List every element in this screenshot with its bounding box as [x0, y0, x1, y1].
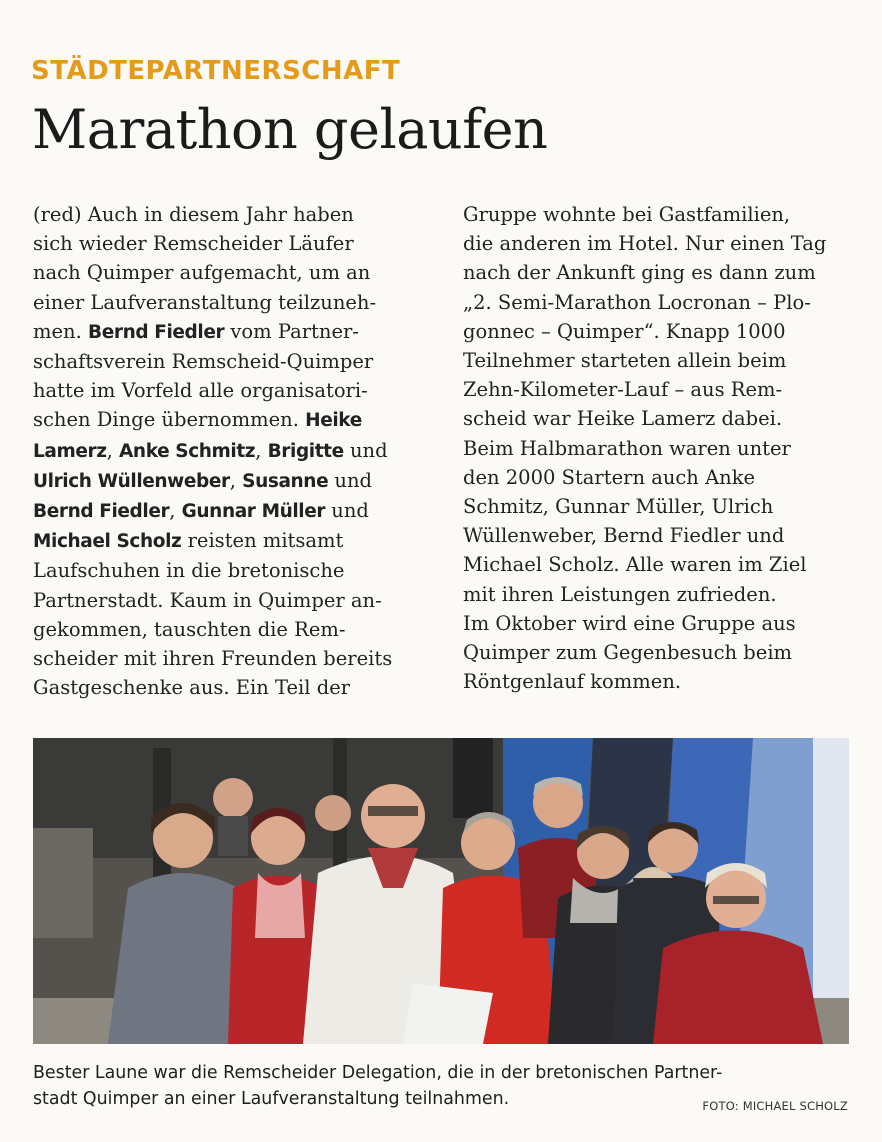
person-name: Lamerz — [33, 440, 107, 462]
caption-line: Bester Laune war die Remscheider Delegation, die in der bretonischen Partner- — [33, 1063, 723, 1083]
article-kicker: STÄDTEPARTNERSCHAFT — [31, 56, 401, 86]
article-text-line: (red) Auch in diesem Jahr haben — [33, 203, 354, 226]
person-name: Gunnar Müller — [181, 501, 326, 523]
person-name: Ulrich Wüllenweber — [33, 470, 230, 492]
article-text-line: Im Oktober wird eine Gruppe aus — [463, 611, 796, 635]
article-text-line: sich wieder Remscheider Läufer — [33, 232, 354, 256]
article-text-line: Teilnehmer starteten allein beim — [463, 349, 787, 373]
person-name: Anke Schmitz — [119, 440, 256, 462]
article-text-line: nach der Ankunft ging es dann zum — [463, 261, 816, 285]
article-text-line: Schmitz, Gunnar Müller, Ulrich — [463, 495, 774, 519]
article-text-line: den 2000 Startern auch Anke — [463, 465, 756, 489]
article-text-line: Michael Scholz reisten mitsamt — [33, 529, 344, 553]
article-text-line: Ulrich Wüllenweber, Susanne und — [33, 468, 373, 492]
article-text-line: Lamerz, Anke Schmitz, Brigitte und — [33, 438, 388, 462]
article-text-line: Beim Halbmarathon waren unter — [463, 436, 791, 460]
article-body-left-column — [33, 200, 392, 702]
article-text-line: schaftsverein Remscheid-Quimper — [33, 350, 374, 374]
article-text-line: schen Dinge übernommen. Heike — [33, 408, 362, 432]
photo-credit: FOTO: MICHAEL SCHOLZ — [702, 1099, 848, 1113]
article-text-line: Röntgenlauf kommen. — [463, 670, 682, 694]
article-text-line: die anderen im Hotel. Nur einen Tag — [463, 232, 827, 256]
article-text-line: scheid war Heike Lamerz dabei. — [463, 407, 783, 431]
article-text-line: mit ihren Leistungen zufrieden. — [463, 582, 777, 606]
article-text-line: Gruppe wohnte bei Gastfamilien, — [463, 203, 791, 226]
person-name: Heike — [305, 410, 362, 432]
person-name: Michael Scholz — [33, 531, 182, 553]
article-headline: Marathon gelaufen — [32, 98, 548, 161]
article-text-line: Partnerstadt. Kaum in Quimper an- — [33, 588, 382, 612]
article-text-line: Laufschuhen in die bretonische — [33, 559, 345, 583]
article-text-line: gekommen, tauschten die Rem- — [33, 617, 346, 641]
article-text-line: nach Quimper aufgemacht, um an — [33, 261, 371, 285]
article-text-line: Quimper zum Gegenbesuch beim — [463, 641, 793, 665]
article-text-line: Michael Scholz. Alle waren im Ziel — [463, 553, 807, 577]
article-text-line: gonnec – Quimper“. Knapp 1000 — [463, 319, 786, 343]
person-name: Susanne — [242, 470, 329, 492]
article-text-line: Wüllenweber, Bernd Fiedler und — [463, 524, 785, 548]
article-text-line: Gastgeschenke aus. Ein Teil der — [33, 676, 351, 700]
person-name: Bernd Fiedler — [88, 321, 225, 343]
article-text-line: Zehn-Kilometer-Lauf – aus Rem- — [463, 378, 783, 402]
article-text-line: scheider mit ihren Freunden bereits — [33, 647, 393, 671]
article-text-line: einer Laufveranstaltung teilzuneh- — [33, 290, 377, 314]
article-text-line: men. Bernd Fiedler vom Partner- — [33, 319, 359, 343]
person-name: Brigitte — [267, 440, 344, 462]
person-name: Bernd Fiedler — [33, 501, 170, 523]
article-text-line: „2. Semi-Marathon Locronan – Plo- — [463, 290, 811, 314]
article-text-line: hatte im Vorfeld alle organisatori- — [33, 379, 368, 403]
caption-line: stadt Quimper an einer Laufveranstaltung teilnahmen. — [33, 1089, 510, 1109]
group-photo — [33, 738, 849, 1044]
article-body-right-column — [463, 200, 826, 696]
article-text-line: Bernd Fiedler, Gunnar Müller und — [33, 499, 369, 523]
